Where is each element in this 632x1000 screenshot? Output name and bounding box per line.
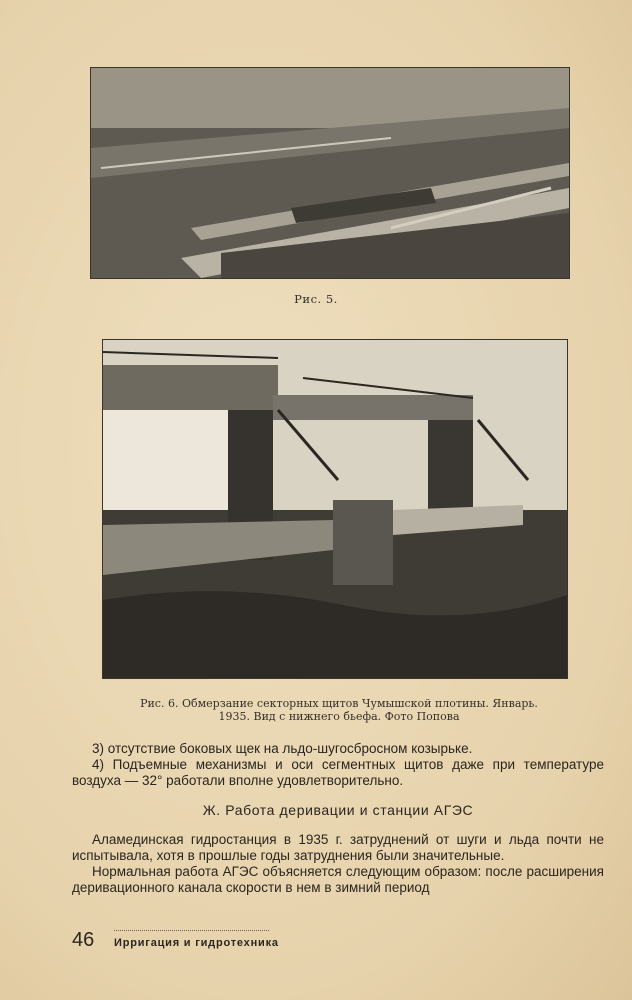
footer-divider bbox=[114, 930, 269, 931]
journal-title: Ирригация и гидротехника bbox=[114, 937, 279, 949]
list-item: 4) Подъемные механизмы и оси сегментных щитов даже при температуре воздуха — 32° работали вполне удовлетворительно. bbox=[72, 757, 604, 788]
paragraph: Нормальная работа АГЭС объясняется следующим образом: после расширения деривационного канала скорости в нем в зимний период bbox=[72, 864, 604, 895]
figure-6-photo bbox=[102, 339, 568, 679]
section-heading: Ж. Работа деривации и станции АГЭС bbox=[202, 802, 474, 818]
page-number: 46 bbox=[72, 929, 95, 951]
figure-6-caption-line-1: Рис. 6. Обмерзание секторных щитов Чумышской плотины. Январь. bbox=[140, 697, 538, 710]
figure-6-caption-line-2: 1935. Вид с нижнего бьефа. Фото Попова bbox=[218, 710, 460, 723]
figure-5-caption: Рис. 5. bbox=[294, 292, 338, 306]
list-item: 3) отсутствие боковых щек на льдо-шугосбросном козырьке. bbox=[92, 741, 473, 756]
figure-6-caption bbox=[100, 697, 578, 723]
paragraph-block bbox=[72, 832, 604, 896]
figure-5-photo bbox=[90, 67, 570, 279]
list-block bbox=[72, 741, 604, 789]
paragraph: Аламединская гидростанция в 1935 г. затруднений от шуги и льда почти не испытывала, хотя в прошлые годы затруднения были значительные. bbox=[72, 832, 604, 863]
